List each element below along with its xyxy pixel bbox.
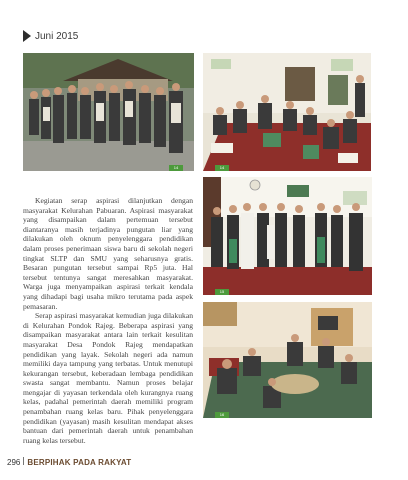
- photo-badge: 14: [215, 165, 229, 171]
- photo-badge: 15: [215, 289, 229, 295]
- page-header: [23, 30, 78, 42]
- photo-outdoor-group: [23, 53, 194, 171]
- page-number: 296: [7, 458, 21, 467]
- footer-divider: [23, 457, 24, 465]
- photo-badge: 14: [169, 165, 183, 171]
- photo-group-standing: [203, 177, 372, 295]
- article-paragraph: Serap aspirasi masyarakat kemudian juga dilakukan di Kelurahan Pondok Rajeg. Beberapa aspirasi yang disampaikan masyarakat antara lain terkait kesulitan masyarakat Desa Pondok Rajeg mendapatkan pendidikan yang layak. Sekolah negeri ada namun memiliki daya tampung yang terbatas. Untuk menutupi kekurangan tersebut, keberadaan lembaga pendidikan swasta sangat membantu. Namun proses belajar mengajar di yayasan terkendala oleh kurangnya ruang kelas, padahal pemerintah daerah memiliki program penambahan ruang kelas baru. Pihak penyelenggara pendidikan (yayasan) masih kesulitan mendapat akses bantuan dari pemerintah daerah untuk penambahan ruang kelas tersebut.: [23, 311, 193, 445]
- page-footer: [7, 457, 131, 467]
- issue-date: Juni 2015: [35, 30, 79, 42]
- bullet-triangle-icon: [23, 30, 31, 42]
- publication-title: BERPIHAK PADA RAKYAT: [27, 458, 132, 467]
- photo-indoor-meeting: [203, 53, 371, 171]
- photo-seated-discussion: [203, 302, 372, 418]
- article-paragraph: Kegiatan serap aspirasi dilanjutkan dengan masyarakat Kelurahan Pabuaran. Aspirasi masyarakat yang disampaikan dalam pertemuan tersebut diantaranya masih terjadinya pungutan liar yang dilakukan oleh oknum penyelenggara pendidikan dalam proses penerimaan siswa baru di sekolah negeri tingkat SLTP dan SMU yang seharusnya gratis. Besaran pungutan tersebut sampai Rp5 juta. Hal tersebut tentunya sangat meresahkan masyarakat. Warga juga menyampaikan aspirasi terkait kendala yang dihadapi bagi usaha mikro terutama pada aspek pemasaran.: [23, 196, 193, 311]
- photo-badge: 16: [215, 412, 229, 418]
- article-body: [23, 196, 193, 445]
